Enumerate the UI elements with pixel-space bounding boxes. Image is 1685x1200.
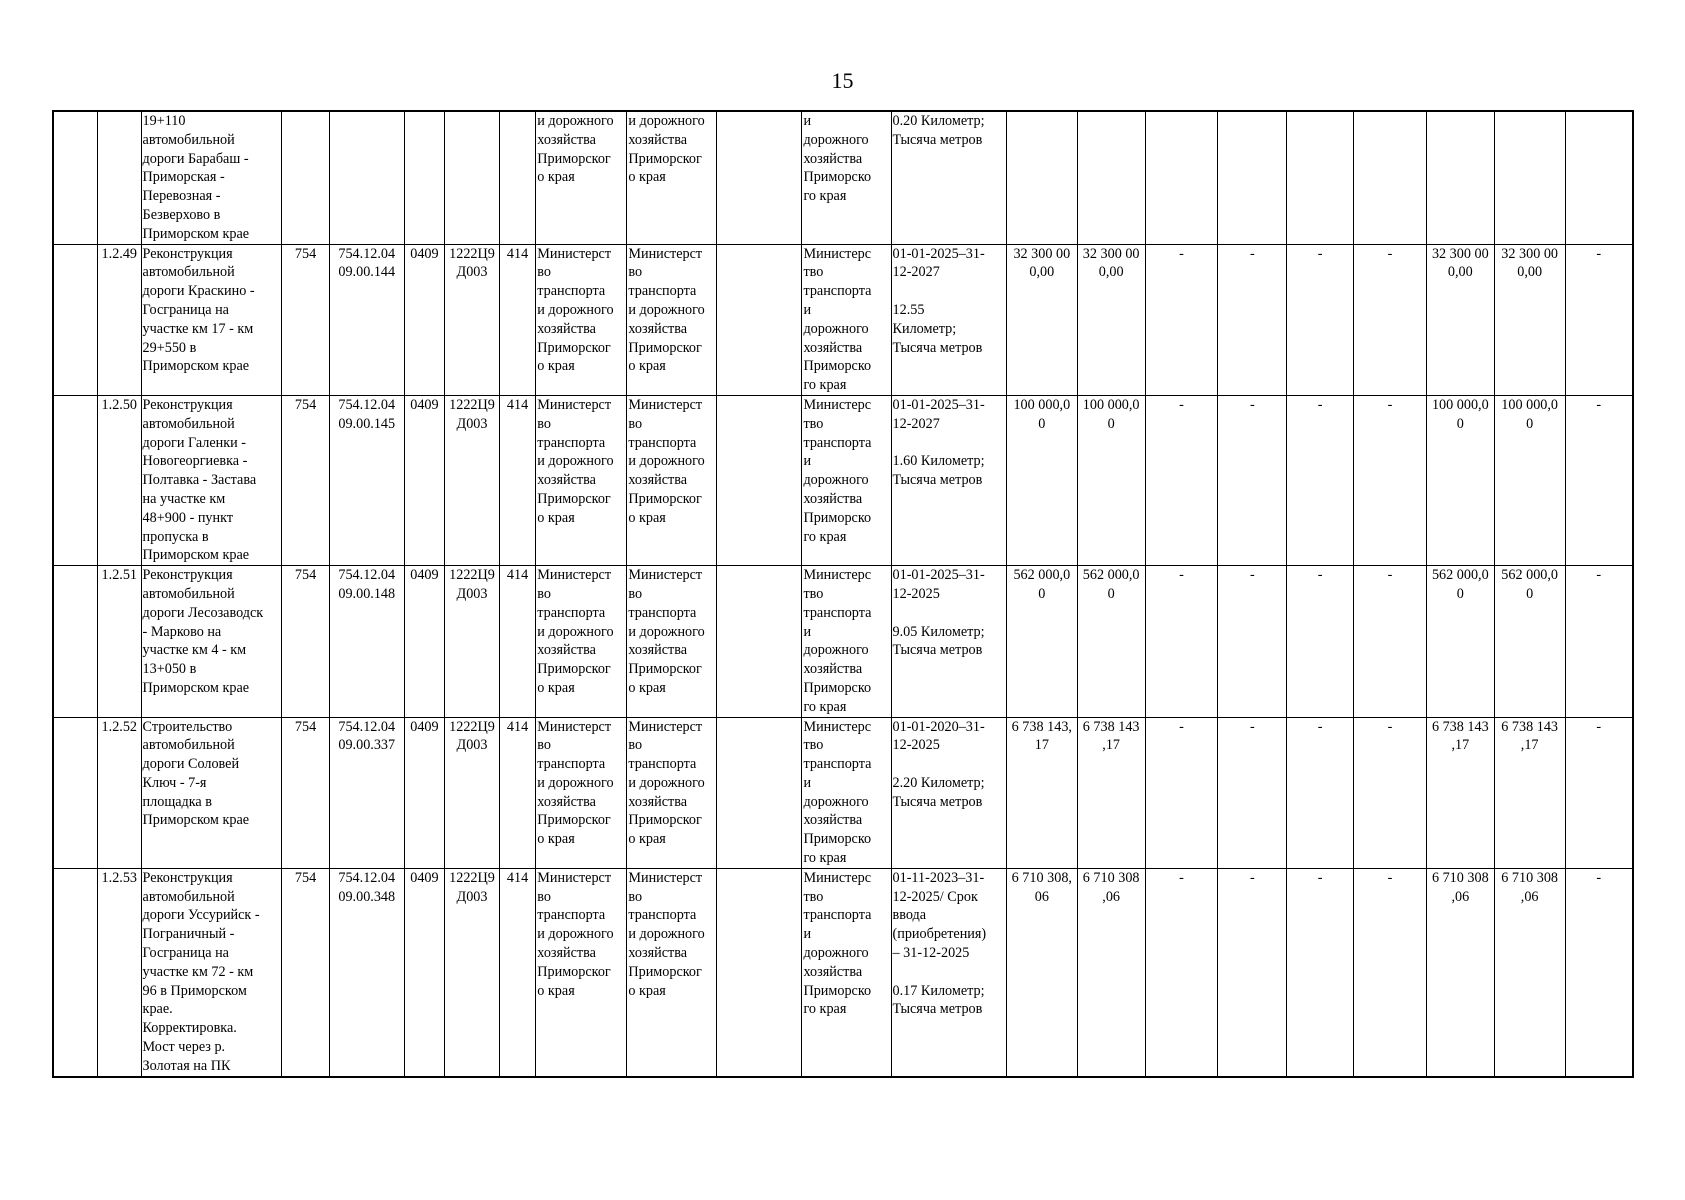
blank-cell — [717, 244, 802, 395]
grbs-code-cell: 754 — [282, 717, 330, 868]
executor-cell: Министерст во транспорта и дорожного хозяйства Приморског о края — [627, 395, 717, 565]
funding-sum-2-cell: 562 000,0 0 — [1494, 566, 1565, 717]
target-article-code-cell: 1222Ц9 Д003 — [445, 244, 500, 395]
total-cost-cell: 6 710 308, 06 — [1006, 868, 1077, 1076]
kbk-code-cell: 754.12.04 09.00.148 — [329, 566, 404, 717]
owner-cell: Министерс тво транспорта и дорожного хозяйства Приморско го края — [802, 395, 891, 565]
item-code-cell: 1.2.50 — [98, 395, 142, 565]
last-dash-cell: - — [1565, 395, 1633, 565]
owner-cell: и дорожного хозяйства Приморско го края — [802, 111, 891, 244]
dash-cell-4: - — [1354, 868, 1427, 1076]
dash-cell-2: - — [1218, 244, 1287, 395]
dash-cell-4: - — [1354, 244, 1427, 395]
funding-sum-2-cell: 6 738 143 ,17 — [1494, 717, 1565, 868]
dash-cell-2 — [1218, 111, 1287, 244]
period-capacity-cell: 01-01-2025–31- 12-2027 1.60 Километр; Тысяча метров — [891, 395, 1006, 565]
period-capacity-cell: 01-01-2025–31- 12-2027 12.55 Километр; Тысяча метров — [891, 244, 1006, 395]
dash-cell-3: - — [1287, 717, 1354, 868]
expense-type-cell — [499, 111, 535, 244]
target-article-code-cell: 1222Ц9 Д003 — [445, 566, 500, 717]
period-capacity-cell: 01-01-2025–31- 12-2025 9.05 Километр; Тысяча метров — [891, 566, 1006, 717]
total-cost-cell: 100 000,0 0 — [1006, 395, 1077, 565]
customer-cell: Министерст во транспорта и дорожного хозяйства Приморског о края — [536, 566, 627, 717]
section-code-cell — [404, 111, 444, 244]
item-code-cell — [98, 111, 142, 244]
row-number-cell — [53, 566, 98, 717]
blank-cell — [717, 395, 802, 565]
blank-cell — [717, 566, 802, 717]
total-cost-2-cell: 32 300 00 0,00 — [1077, 244, 1145, 395]
customer-cell: Министерст во транспорта и дорожного хозяйства Приморског о края — [536, 868, 627, 1076]
grbs-code-cell: 754 — [282, 244, 330, 395]
table-row — [53, 395, 1633, 565]
dash-cell-4: - — [1354, 566, 1427, 717]
dash-cell-3: - — [1287, 395, 1354, 565]
dash-cell-2: - — [1218, 395, 1287, 565]
section-code-cell: 0409 — [404, 566, 444, 717]
item-code-cell: 1.2.52 — [98, 717, 142, 868]
row-number-cell — [53, 244, 98, 395]
table-row — [53, 717, 1633, 868]
owner-cell: Министерс тво транспорта и дорожного хозяйства Приморско го края — [802, 566, 891, 717]
target-article-code-cell — [445, 111, 500, 244]
table-row — [53, 244, 1633, 395]
target-article-code-cell: 1222Ц9 Д003 — [445, 717, 500, 868]
table-row — [53, 868, 1633, 1076]
dash-cell-1 — [1145, 111, 1218, 244]
grbs-code-cell: 754 — [282, 395, 330, 565]
total-cost-2-cell — [1077, 111, 1145, 244]
last-dash-cell: - — [1565, 717, 1633, 868]
table-row — [53, 111, 1633, 244]
blank-cell — [717, 868, 802, 1076]
expense-type-cell: 414 — [499, 395, 535, 565]
kbk-code-cell — [329, 111, 404, 244]
total-cost-cell: 6 738 143, 17 — [1006, 717, 1077, 868]
total-cost-cell: 32 300 00 0,00 — [1006, 244, 1077, 395]
expense-type-cell: 414 — [499, 717, 535, 868]
grbs-code-cell — [282, 111, 330, 244]
owner-cell: Министерс тво транспорта и дорожного хозяйства Приморско го края — [802, 868, 891, 1076]
dash-cell-1: - — [1145, 717, 1218, 868]
funding-sum-2-cell — [1494, 111, 1565, 244]
dash-cell-4: - — [1354, 395, 1427, 565]
customer-cell: и дорожного хозяйства Приморског о края — [536, 111, 627, 244]
dash-cell-1: - — [1145, 868, 1218, 1076]
expense-type-cell: 414 — [499, 868, 535, 1076]
executor-cell: Министерст во транспорта и дорожного хозяйства Приморског о края — [627, 717, 717, 868]
owner-cell: Министерс тво транспорта и дорожного хозяйства Приморско го края — [802, 717, 891, 868]
page-number: 15 — [831, 68, 854, 93]
object-name-cell: 19+110 автомобильной дороги Барабаш - Приморская - Перевозная - Безверхово в Приморском крае — [141, 111, 282, 244]
section-code-cell: 0409 — [404, 868, 444, 1076]
executor-cell: Министерст во транспорта и дорожного хозяйства Приморског о края — [627, 868, 717, 1076]
dash-cell-2: - — [1218, 868, 1287, 1076]
object-name-cell: Реконструкция автомобильной дороги Краскино - Госграница на участке км 17 - км 29+550 в Приморском крае — [141, 244, 282, 395]
last-dash-cell: - — [1565, 244, 1633, 395]
last-dash-cell: - — [1565, 566, 1633, 717]
customer-cell: Министерст во транспорта и дорожного хозяйства Приморског о края — [536, 395, 627, 565]
row-number-cell — [53, 395, 98, 565]
target-article-code-cell: 1222Ц9 Д003 — [445, 395, 500, 565]
grbs-code-cell: 754 — [282, 868, 330, 1076]
dash-cell-1: - — [1145, 244, 1218, 395]
dash-cell-3: - — [1287, 868, 1354, 1076]
section-code-cell: 0409 — [404, 244, 444, 395]
funding-sum-2-cell: 32 300 00 0,00 — [1494, 244, 1565, 395]
last-dash-cell — [1565, 111, 1633, 244]
funding-sum-1-cell — [1426, 111, 1494, 244]
executor-cell: Министерст во транспорта и дорожного хозяйства Приморског о края — [627, 566, 717, 717]
dash-cell-2: - — [1218, 717, 1287, 868]
item-code-cell: 1.2.49 — [98, 244, 142, 395]
period-capacity-cell: 01-01-2020–31- 12-2025 2.20 Километр; Тысяча метров — [891, 717, 1006, 868]
dash-cell-2: - — [1218, 566, 1287, 717]
dash-cell-3: - — [1287, 566, 1354, 717]
total-cost-2-cell: 562 000,0 0 — [1077, 566, 1145, 717]
item-code-cell: 1.2.53 — [98, 868, 142, 1076]
customer-cell: Министерст во транспорта и дорожного хозяйства Приморског о края — [536, 244, 627, 395]
item-code-cell: 1.2.51 — [98, 566, 142, 717]
kbk-code-cell: 754.12.04 09.00.144 — [329, 244, 404, 395]
object-name-cell: Реконструкция автомобильной дороги Лесозаводск - Марково на участке км 4 - км 13+050 в Приморском крае — [141, 566, 282, 717]
blank-cell — [717, 111, 802, 244]
total-cost-2-cell: 6 738 143 ,17 — [1077, 717, 1145, 868]
dash-cell-4 — [1354, 111, 1427, 244]
row-number-cell — [53, 111, 98, 244]
table-body — [53, 111, 1633, 1077]
executor-cell: Министерст во транспорта и дорожного хозяйства Приморског о края — [627, 244, 717, 395]
funding-sum-1-cell: 6 710 308 ,06 — [1426, 868, 1494, 1076]
funding-sum-1-cell: 6 738 143 ,17 — [1426, 717, 1494, 868]
total-cost-cell: 562 000,0 0 — [1006, 566, 1077, 717]
total-cost-2-cell: 100 000,0 0 — [1077, 395, 1145, 565]
object-name-cell: Реконструкция автомобильной дороги Уссурийск - Пограничный - Госграница на участке км 72 - км 96 в Приморском крае. Корректировка. Мост через р. Золотая на ПК — [141, 868, 282, 1076]
executor-cell: и дорожного хозяйства Приморског о края — [627, 111, 717, 244]
dash-cell-3: - — [1287, 244, 1354, 395]
section-code-cell: 0409 — [404, 717, 444, 868]
funding-sum-2-cell: 100 000,0 0 — [1494, 395, 1565, 565]
investment-table — [52, 110, 1634, 1078]
funding-sum-1-cell: 562 000,0 0 — [1426, 566, 1494, 717]
period-capacity-cell: 01-11-2023–31- 12-2025/ Срок ввода (приобретения) – 31-12-2025 0.17 Километр; Тысяча метров — [891, 868, 1006, 1076]
section-code-cell: 0409 — [404, 395, 444, 565]
object-name-cell: Реконструкция автомобильной дороги Галенки - Новогеоргиевка - Полтавка - Застава на участке км 48+900 - пункт пропуска в Приморском крае — [141, 395, 282, 565]
funding-sum-2-cell: 6 710 308 ,06 — [1494, 868, 1565, 1076]
target-article-code-cell: 1222Ц9 Д003 — [445, 868, 500, 1076]
kbk-code-cell: 754.12.04 09.00.348 — [329, 868, 404, 1076]
dash-cell-3 — [1287, 111, 1354, 244]
funding-sum-1-cell: 32 300 00 0,00 — [1426, 244, 1494, 395]
dash-cell-4: - — [1354, 717, 1427, 868]
dash-cell-1: - — [1145, 566, 1218, 717]
customer-cell: Министерст во транспорта и дорожного хозяйства Приморског о края — [536, 717, 627, 868]
object-name-cell: Строительство автомобильной дороги Соловей Ключ - 7-я площадка в Приморском крае — [141, 717, 282, 868]
period-capacity-cell: 0.20 Километр; Тысяча метров — [891, 111, 1006, 244]
table-row — [53, 566, 1633, 717]
dash-cell-1: - — [1145, 395, 1218, 565]
grbs-code-cell: 754 — [282, 566, 330, 717]
blank-cell — [717, 717, 802, 868]
total-cost-2-cell: 6 710 308 ,06 — [1077, 868, 1145, 1076]
kbk-code-cell: 754.12.04 09.00.337 — [329, 717, 404, 868]
total-cost-cell — [1006, 111, 1077, 244]
last-dash-cell: - — [1565, 868, 1633, 1076]
owner-cell: Министерс тво транспорта и дорожного хозяйства Приморско го края — [802, 244, 891, 395]
funding-sum-1-cell: 100 000,0 0 — [1426, 395, 1494, 565]
row-number-cell — [53, 717, 98, 868]
row-number-cell — [53, 868, 98, 1076]
expense-type-cell: 414 — [499, 566, 535, 717]
kbk-code-cell: 754.12.04 09.00.145 — [329, 395, 404, 565]
expense-type-cell: 414 — [499, 244, 535, 395]
